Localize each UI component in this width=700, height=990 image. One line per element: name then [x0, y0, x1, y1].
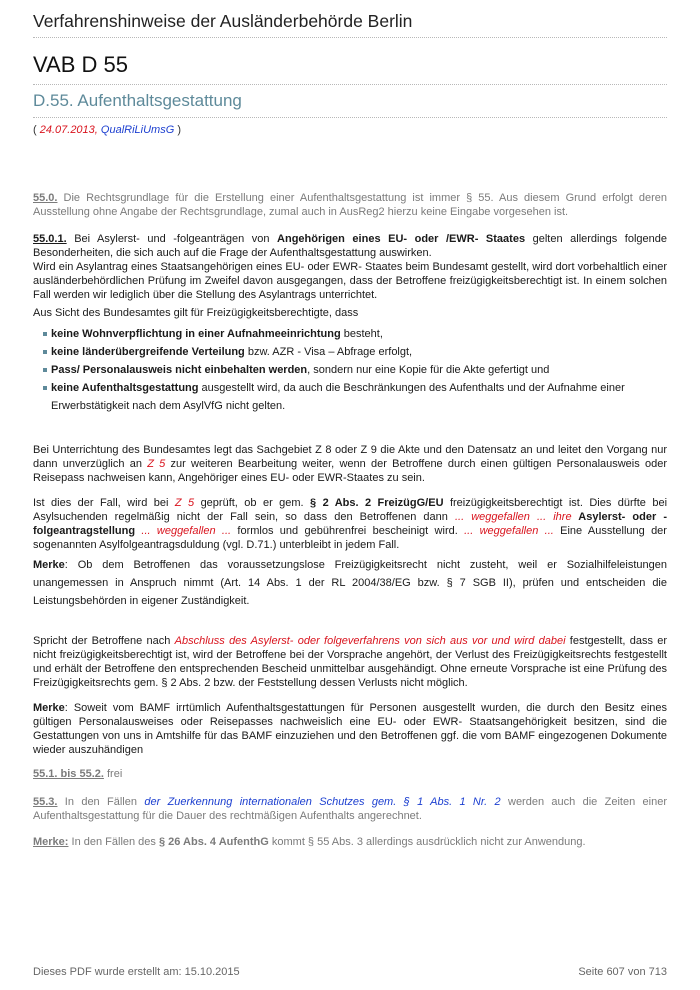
list-intro: Aus Sicht des Bundesamtes gilt für Freizügigkeitsberechtigte, dass: [33, 307, 359, 319]
list-item: keine Wohnverpflichtung in einer Aufnahmeeinrichtung besteht,: [43, 325, 667, 343]
paragraph-fall: Ist dies der Fall, wird bei Z 5 geprüft, ob er gem. § 2 Abs. 2 FreizügG/EU freizügigkeitsberechtigt ist. Dies dürfte bei Asylsuchenden regelmäßig nicht der Fall sein, so dass den Betroffenen dann ... weggefallen ... ihre Asylerst- oder -folgeantragstellung ... weggefallen ... formlos und gebührenfrei bescheinigt wird. ... weggefallen ... Eine Ausstellung der sogenannten Asylfolgeantragsduldung (vgl. D.71.) unterbleibt in jedem Fall.: [33, 497, 668, 551]
section-ref: 55.0.: [33, 192, 58, 204]
bullet-icon: [43, 386, 47, 390]
paragraph-spricht: Spricht der Betroffene nach Abschluss des Asylerst- oder folgeverfahrens von sich aus vor und wird dabei festgestellt, dass er nicht freizügigkeitsberechtigt ist, wird der Betroffene bei der Vorsprache angehört, der Verlust des Freizügigkeitsrechts festgestellt und erhält der Betroffene den entsprechenden Bescheid unmittelbar ausgehändigt. Ohne erneute Vorsprache ist eine Prüfung des Freizügigkeitsrechts gem. § 2 Abs. 2 bzw. der Feststellung dessen Verlusts nicht möglich.: [33, 635, 667, 689]
freizuegigkeit-list: [43, 325, 667, 415]
list-item: keine länderübergreifende Verteilung bzw. AZR - Visa – Abfrage erfolgt,: [43, 343, 667, 361]
amendment-date: 24.07.2013,: [39, 124, 98, 136]
merke-note-2: Merke: Soweit vom BAMF irrtümlich Aufenthaltsgestattungen für Personen ausgestellt wurden, die durch den Besitz eines gültigen Personalausweises oder Reisepasses nachweislich eine EU- oder EWR- Staatsangehörigkeit besitzen, sind die Gestattungen von uns in Amtshilfe für das BAMF einzuziehen und den Betroffenen ggf. die vom BAMF eingezogenen Dokumente wieder auszuhändigen: [33, 702, 667, 756]
list-item: Pass/ Personalausweis nicht einbehalten werden, sondern nur eine Kopie für die Akte gefertigt und: [43, 361, 667, 379]
paragraph-55-3: 55.3. In den Fällen der Zuerkennung internationalen Schutzes gem. § 1 Abs. 1 Nr. 2 werden auch die Zeiten einer Aufenthaltsgestattung für die Dauer des rechtmäßigen Aufenthalts angerechnet.: [33, 796, 667, 822]
section-ref: 55.1. bis 55.2.: [33, 768, 104, 780]
paragraph-unterrichtung: Bei Unterrichtung des Bundesamtes legt das Sachgebiet Z 8 oder Z 9 die Akte und den Datensatz an und leitet den Vorgang nur dann unverzüglich an Z 5 zur weiteren Bearbeitung weiter, wenn der Betroffene durch einen gültigen Personalausweis oder Reisepass nachweisen kann, Angehöriger eines EU- oder EWR-Staates zu sein.: [33, 444, 668, 484]
amendment-act-link[interactable]: QualRiLiUmsG: [100, 124, 175, 136]
footer-page-number: Seite 607 von 713: [578, 966, 667, 978]
list-item: keine Aufenthaltsgestattung ausgestellt wird, da auch die Beschränkungen des Aufenthalts und der Aufnahme einer: [43, 379, 667, 397]
paragraph-55-0: 55.0. Die Rechtsgrundlage für die Erstellung einer Aufenthaltsgestattung ist immer § 55. Aus diesem Grund erfolgt deren Ausstellung ohne Angabe der Rechtsgrundlage, zumal auch in AusReg2 hierzu keine Eingabe vorgesehen ist.: [33, 192, 667, 218]
section-ref: 55.3.: [33, 796, 58, 808]
document-id: VAB D 55: [33, 52, 667, 85]
paragraph-55-0-1: 55.0.1. Bei Asylerst- und -folgeanträgen von Angehörigen eines EU- oder /EWR- Staates gelten allerdings folgende Besonderheiten, die sich auch auf die Frage der Aufenthaltsgestattung auswirken. Wird ein Asylantrag eines Staatsangehörigen eines EU- oder EWR- Staates beim Bundesamt gestellt, wird dort vorbehaltlich einer ausländerbehördlichen Prüfung im Zweifel davon ausgegangen, dass der Betroffene freizügigkeitsberechtigt ist. In einem solchen Fall werden wir lediglich über die Stellung des Asylantrags unterrichtet.: [33, 233, 667, 301]
merke-note-3: Merke: In den Fällen des § 26 Abs. 4 AufenthG kommt § 55 Abs. 3 allerdings ausdrücklich nicht zur Anwendung.: [33, 836, 586, 848]
bullet-icon: [43, 368, 47, 372]
list-item-continuation: Erwerbstätigkeit nach dem AsylVfG nicht gelten.: [51, 400, 286, 412]
bullet-icon: [43, 350, 47, 354]
amendment-line: ( 24.07.2013, QualRiLiUmsG ): [33, 124, 182, 136]
footer-created: Dieses PDF wurde erstellt am: 15.10.2015: [33, 966, 240, 978]
section-ref: 55.0.1.: [33, 233, 67, 245]
paragraph-55-1: 55.1. bis 55.2. frei: [33, 768, 123, 780]
section-title: D.55. Aufenthaltsgestattung: [33, 91, 667, 118]
bullet-icon: [43, 332, 47, 336]
merke-note-1: Merke: Ob dem Betroffenen das voraussetzungslose Freizügigkeitsrecht nicht zusteht, weil er Sozialhilfeleistungen unangemessen in Anspruch nimmt (Art. 14 Abs. 1 der RL 2004/38/EG bzw. § 7 SGB II), prüfen und entscheiden die Leistungsbehörden in eigener Zuständigkeit.: [33, 559, 667, 607]
site-title: Verfahrenshinweise der Ausländerbehörde Berlin: [33, 11, 667, 38]
z5-reference: Z 5: [147, 458, 171, 470]
internationaler-schutz-link[interactable]: der Zuerkennung internationalen Schutzes gem. § 1 Abs. 1 Nr. 2: [144, 796, 501, 808]
